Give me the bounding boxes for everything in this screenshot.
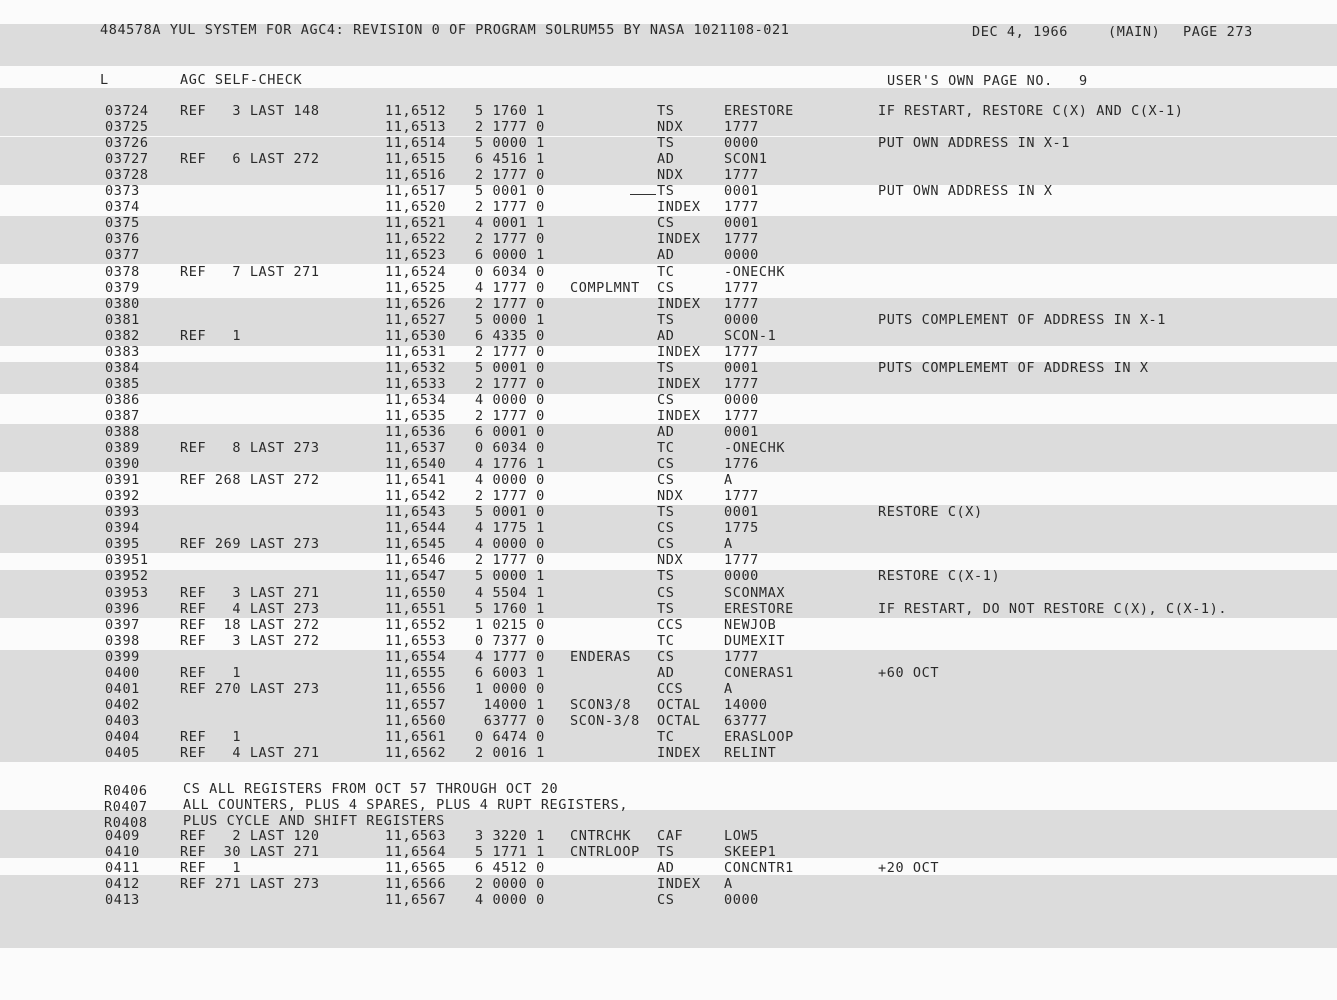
listing-line-number: 0390 [105,456,140,473]
listing-address: 11,6553 [385,632,447,649]
listing-opcode: OCTAL [657,696,701,713]
listing-octal-code: 4 0000 0 [475,892,545,909]
listing-octal-code: 2 0000 0 [475,876,545,893]
listing-ref-info: REF 268 LAST 272 [180,472,320,489]
listing-operand: 1777 [724,119,759,136]
listing-octal-code: 6 6003 1 [475,664,545,681]
listing-opcode: AD [657,151,675,168]
listing-opcode: OCTAL [657,712,701,729]
listing-octal-code: 4 1777 0 [475,279,545,296]
listing-octal-code: 6 0000 1 [475,247,545,264]
listing-line-number: 0393 [105,504,140,521]
listing-operand: 1777 [724,343,759,360]
listing-address: 11,6546 [385,552,447,569]
listing-opcode: CS [657,391,675,408]
listing-opcode: INDEX [657,199,701,216]
listing-line-number: 0402 [105,696,140,713]
listing-operand: ERESTORE [724,600,794,617]
listing-opcode: TS [657,568,675,585]
listing-ref-info: REF 1 [180,728,242,745]
listing-operand: 63777 [724,712,768,729]
listing-operand: 1777 [724,375,759,392]
listing-opcode: TS [657,504,675,521]
listing-octal-code: 4 0000 0 [475,536,545,553]
listing-line-number: 03724 [105,103,149,119]
listing-address: 11,6513 [385,119,447,136]
remark-text: ALL COUNTERS, PLUS 4 SPARES, PLUS 4 RUPT REGISTERS, [183,797,629,814]
listing-opcode: CS [657,279,675,296]
listing-operand: 0001 [724,215,759,232]
listing-octal-code: 0 7377 0 [475,632,545,649]
listing-opcode: CS [657,536,675,553]
listing-address: 11,6557 [385,696,447,713]
listing-octal-code: 6 4516 1 [475,151,545,168]
listing-ref-info: REF 30 LAST 271 [180,844,320,861]
listing-line-number: 0399 [105,648,140,665]
listing-line-number: 0373 [105,183,140,200]
listing-opcode: AD [657,664,675,681]
listing-comment: RESTORE C(X-1) [878,568,1001,585]
listing-octal-code: 0 6034 0 [475,263,545,280]
listing-opcode: TC [657,263,675,280]
listing-comment: RESTORE C(X) [878,504,983,521]
listing-opcode: TS [657,359,675,376]
listing-address: 11,6516 [385,167,447,184]
listing-operand: 0000 [724,892,759,909]
listing-octal-code: 5 1760 1 [475,600,545,617]
listing-octal-code: 5 1760 1 [475,103,545,119]
listing-opcode: INDEX [657,407,701,424]
listing-operand: 0000 [724,247,759,264]
listing-opcode: CS [657,472,675,489]
listing-comment: +20 OCT [878,860,940,877]
listing-line-number: 0387 [105,407,140,424]
listing-address: 11,6566 [385,876,447,893]
listing-octal-code: 5 0001 0 [475,183,545,200]
listing-line-number: 0409 [105,828,140,844]
listing-operand: -ONECHK [724,263,786,280]
listing-octal-code: 4 0000 0 [475,472,545,489]
listing-opcode: TC [657,632,675,649]
listing-address: 11,6532 [385,359,447,376]
listing-comment: PUT OWN ADDRESS IN X [878,183,1053,200]
listing-octal-code: 2 1777 0 [475,231,545,248]
listing-opcode: AD [657,424,675,440]
listing-operand: 1776 [724,456,759,473]
listing-line-number: 0400 [105,664,140,681]
listing-octal-code: 2 0016 1 [475,745,545,761]
listing-line-number: 03725 [105,119,149,136]
listing-ref-info: REF 1 [180,664,242,681]
listing-address: 11,6544 [385,520,447,537]
listing-line-number: 0411 [105,860,140,877]
listing-line-number: 0377 [105,247,140,264]
listing-octal-code: 0 6034 0 [475,440,545,457]
listing-opcode: NDX [657,119,684,136]
listing-octal-code: 0 6474 0 [475,728,545,745]
listing-opcode: AD [657,247,675,264]
listing-address: 11,6556 [385,680,447,697]
listing-line-number: 0385 [105,375,140,392]
listing-opcode: INDEX [657,745,701,761]
remark-text: PLUS CYCLE AND SHIFT REGISTERS [183,813,445,830]
listing-address: 11,6535 [385,407,447,424]
listing-operand: A [724,876,733,893]
listing-operand: 0001 [724,359,759,376]
listing-operand: CONERAS1 [724,664,794,681]
listing-opcode: INDEX [657,343,701,360]
listing-operand: 0000 [724,311,759,328]
listing-opcode: AD [657,327,675,344]
listing-address: 11,6512 [385,103,447,119]
listing-ref-info: REF 1 [180,327,242,344]
listing-line-number: 0392 [105,488,140,505]
listing-octal-code: 5 1771 1 [475,844,545,861]
listing-line-number: 03953 [105,584,149,601]
listing-address: 11,6542 [385,488,447,505]
listing-operand: RELINT [724,745,777,761]
listing-address: 11,6527 [385,311,447,328]
listing-label: SCON3/8 [570,696,632,713]
listing-operand: ERESTORE [724,103,794,119]
listing-ref-info: REF 18 LAST 272 [180,616,320,633]
listing-octal-code: 2 1777 0 [475,375,545,392]
listing-line-number: 0398 [105,632,140,649]
listing-comment: IF RESTART, DO NOT RESTORE C(X), C(X-1). [878,600,1228,617]
listing-address: 11,6520 [385,199,447,216]
listing-octal-code: 5 0001 0 [475,504,545,521]
listing-octal-code: 2 1777 0 [475,119,545,136]
listing-operand: 0001 [724,504,759,521]
listing-opcode: CS [657,584,675,601]
listing-address: 11,6540 [385,456,447,473]
listing-operand: 1777 [724,648,759,665]
listing-opcode: TS [657,103,675,119]
listing-operand: 0001 [724,183,759,200]
listing-line-number: 0386 [105,391,140,408]
listing-opcode: INDEX [657,375,701,392]
listing-address: 11,6562 [385,745,447,761]
listing-address: 11,6533 [385,375,447,392]
listing-address: 11,6564 [385,844,447,861]
listing-line-number: 0380 [105,295,140,312]
listing-address: 11,6524 [385,263,447,280]
listing-operand: 0000 [724,568,759,585]
listing-line-number: 0378 [105,263,140,280]
listing-opcode: TS [657,600,675,617]
pen-arrow-mark [630,194,656,195]
listing-address: 11,6545 [385,536,447,553]
remark-number: R0406 [104,783,148,799]
listing-address: 11,6514 [385,135,447,152]
listing-address: 11,6552 [385,616,447,633]
listing-operand: 1777 [724,279,759,296]
listing-opcode: CS [657,456,675,473]
listing-operand: 1777 [724,407,759,424]
listing-ref-info: REF 4 LAST 273 [180,600,320,617]
listing-line-number: 0389 [105,440,140,457]
listing-line-number: 0404 [105,728,140,745]
listing-line-number: 0396 [105,600,140,617]
listing-octal-code: 2 1777 0 [475,488,545,505]
listing-ref-info: REF 2 LAST 120 [180,828,320,844]
listing-octal-code: 4 1775 1 [475,520,545,537]
listing-opcode: TS [657,844,675,861]
listing-ref-info: REF 1 [180,860,242,877]
listing-opcode: TC [657,440,675,457]
listing-address: 11,6517 [385,183,447,200]
listing-operand: -ONECHK [724,440,786,457]
listing-address: 11,6547 [385,568,447,585]
listing-line-number: 0410 [105,844,140,861]
listing-ref-info: REF 6 LAST 272 [180,151,320,168]
listing-operand: 0000 [724,135,759,152]
listing-line-number: 0403 [105,712,140,729]
subheader-user-page: USER'S OWN PAGE NO. 9 [887,73,1088,89]
listing-operand: CONCNTR1 [724,860,794,877]
listing-line-number: 0379 [105,279,140,296]
listing-address: 11,6522 [385,231,447,248]
listing-operand: 0001 [724,424,759,440]
listing-octal-code: 4 0000 0 [475,391,545,408]
listing-octal-code: 14000 1 [475,696,545,713]
stripe-band [0,922,1337,948]
listing-opcode: AD [657,860,675,877]
header-section: (MAIN) [1108,24,1161,40]
listing-octal-code: 5 0000 1 [475,311,545,328]
listing-octal-code: 1 0215 0 [475,616,545,633]
listing-address: 11,6523 [385,247,447,264]
listing-operand: A [724,680,733,697]
listing-operand: 14000 [724,696,768,713]
listing-line-number: 0401 [105,680,140,697]
listing-address: 11,6550 [385,584,447,601]
subheader-title: AGC SELF-CHECK [180,72,303,88]
listing-label: CNTRCHK [570,828,632,844]
listing-octal-code: 5 0001 0 [475,359,545,376]
listing-opcode: NDX [657,167,684,184]
listing-octal-code: 2 1777 0 [475,552,545,569]
listing-line-number: 0383 [105,343,140,360]
listing-opcode: CS [657,892,675,909]
listing-octal-code: 4 5504 1 [475,584,545,601]
listing-octal-code: 2 1777 0 [475,295,545,312]
listing-octal-code: 1 0000 0 [475,680,545,697]
listing-line-number: 03952 [105,568,149,585]
listing-line-number: 0382 [105,327,140,344]
listing-address: 11,6560 [385,712,447,729]
listing-comment: PUTS COMPLEMEMT OF ADDRESS IN X [878,359,1149,376]
listing-octal-code: 6 0001 0 [475,424,545,440]
listing-label: CNTRLOOP [570,844,640,861]
listing-address: 11,6567 [385,892,447,909]
listing-operand: A [724,536,733,553]
listing-octal-code: 63777 0 [475,712,545,729]
listing-opcode: NDX [657,552,684,569]
listing-address: 11,6536 [385,424,447,440]
listing-ref-info: REF 3 LAST 148 [180,103,320,119]
listing-line-number: 0412 [105,876,140,893]
listing-operand: A [724,472,733,489]
listing-octal-code: 2 1777 0 [475,199,545,216]
subheader-letter: L [100,72,109,88]
listing-operand: 1777 [724,231,759,248]
listing-address: 11,6515 [385,151,447,168]
listing-octal-code: 3 3220 1 [475,828,545,844]
listing-operand: 1777 [724,295,759,312]
listing-opcode: TC [657,728,675,745]
listing-line-number: 0391 [105,472,140,489]
listing-opcode: CCS [657,680,684,697]
listing-line-number: 03726 [105,135,149,152]
listing-operand: 1775 [724,520,759,537]
listing-line-number: 03728 [105,167,149,184]
remark-text: CS ALL REGISTERS FROM OCT 57 THROUGH OCT 20 [183,781,559,797]
listing-address: 11,6543 [385,504,447,521]
listing-operand: SCON1 [724,151,768,168]
listing-address: 11,6554 [385,648,447,665]
listing-address: 11,6531 [385,343,447,360]
listing-opcode: TS [657,311,675,328]
listing-line-number: 0376 [105,231,140,248]
listing-address: 11,6565 [385,860,447,877]
listing-line-number: 0381 [105,311,140,328]
listing-ref-info: REF 8 LAST 273 [180,440,320,457]
listing-line-number: 0388 [105,424,140,440]
listing-address: 11,6541 [385,472,447,489]
remark-number: R0408 [104,815,148,832]
listing-opcode: CS [657,215,675,232]
listing-opcode: TS [657,135,675,152]
listing-address: 11,6563 [385,828,447,844]
listing-line-number: 0395 [105,536,140,553]
listing-operand: SCONMAX [724,584,786,601]
listing-operand: LOW5 [724,828,759,844]
listing-octal-code: 6 4512 0 [475,860,545,877]
listing-operand: 0000 [724,391,759,408]
listing-octal-code: 4 1776 1 [475,456,545,473]
listing-address: 11,6525 [385,279,447,296]
listing-opcode: INDEX [657,295,701,312]
listing-address: 11,6561 [385,728,447,745]
listing-octal-code: 4 1777 0 [475,648,545,665]
listing-address: 11,6521 [385,215,447,232]
listing-operand: DUMEXIT [724,632,786,649]
listing-label: SCON-3/8 [570,712,640,729]
listing-comment: PUTS COMPLEMENT OF ADDRESS IN X-1 [878,311,1167,328]
listing-ref-info: REF 3 LAST 271 [180,584,320,601]
listing-octal-code: 2 1777 0 [475,407,545,424]
listing-address: 11,6530 [385,327,447,344]
listing-octal-code: 5 0000 1 [475,135,545,152]
listing-operand: SKEEP1 [724,844,777,861]
listing-comment: +60 OCT [878,664,940,681]
listing-opcode: INDEX [657,876,701,893]
header-date: DEC 4, 1966 [972,24,1069,40]
listing-opcode: TS [657,183,675,200]
listing-opcode: NDX [657,488,684,505]
listing-line-number: 0374 [105,199,140,216]
listing-line-number: 0397 [105,616,140,633]
listing-ref-info: REF 269 LAST 273 [180,536,320,553]
listing-opcode: CAF [657,828,684,844]
listing-line-number: 0413 [105,892,140,909]
listing-comment: IF RESTART, RESTORE C(X) AND C(X-1) [878,103,1184,119]
listing-line-number: 0405 [105,745,140,761]
listing-operand: 1777 [724,167,759,184]
listing-line-number: 03727 [105,151,149,168]
listing-address: 11,6555 [385,664,447,681]
listing-label: ENDERAS [570,648,632,665]
listing-comment: PUT OWN ADDRESS IN X-1 [878,135,1071,152]
listing-address: 11,6537 [385,440,447,457]
listing-line-number: 03951 [105,552,149,569]
listing-octal-code: 2 1777 0 [475,167,545,184]
header-page: PAGE 273 [1183,24,1253,40]
listing-operand: SCON-1 [724,327,777,344]
remark-number: R0407 [104,799,148,816]
listing-line-number: 0394 [105,520,140,537]
listing-ref-info: REF 4 LAST 271 [180,745,320,761]
listing-octal-code: 5 0000 1 [475,568,545,585]
listing-opcode: CCS [657,616,684,633]
listing-operand: 1777 [724,552,759,569]
listing-address: 11,6534 [385,391,447,408]
listing-ref-info: REF 270 LAST 273 [180,680,320,697]
listing-octal-code: 6 4335 0 [475,327,545,344]
listing-line-number: 0375 [105,215,140,232]
listing-opcode: INDEX [657,231,701,248]
listing-opcode: CS [657,648,675,665]
listing-octal-code: 2 1777 0 [475,343,545,360]
listing-operand: 1777 [724,199,759,216]
listing-address: 11,6551 [385,600,447,617]
listing-ref-info: REF 271 LAST 273 [180,876,320,893]
listing-address: 11,6526 [385,295,447,312]
listing-octal-code: 4 0001 1 [475,215,545,232]
header-title: 484578A YUL SYSTEM FOR AGC4: REVISION 0 OF PROGRAM SOLRUM55 BY NASA 1021108-021 [100,22,790,38]
listing-operand: 1777 [724,488,759,505]
listing-ref-info: REF 3 LAST 272 [180,632,320,649]
listing-line-number: 0384 [105,359,140,376]
listing-operand: NEWJOB [724,616,777,633]
listing-ref-info: REF 7 LAST 271 [180,263,320,280]
listing-label: COMPLMNT [570,279,640,296]
listing-operand: ERASLOOP [724,728,794,745]
listing-opcode: CS [657,520,675,537]
